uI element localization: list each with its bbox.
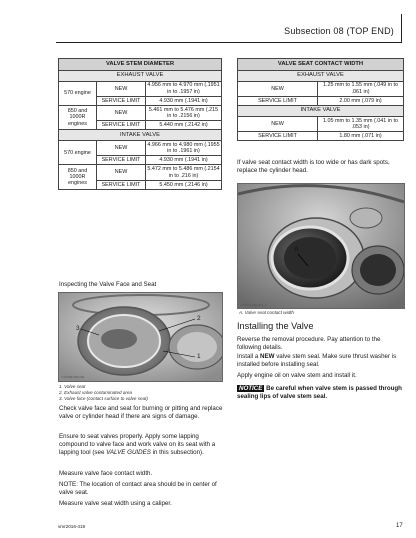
valve-seat-figure (237, 183, 405, 309)
engine-cell: 570 engine (59, 81, 97, 105)
row-label: SERVICE LIMIT (238, 132, 318, 141)
figure-id: rmr2009-009-006 (61, 375, 85, 379)
row-value: 1.25 mm to 1.55 mm (.049 in to .061 in) (318, 81, 404, 96)
table-section-heading: INTAKE VALVE (59, 130, 222, 141)
row-value: 4.930 mm (.1941 in) (146, 156, 222, 165)
header-divider-vertical (401, 14, 402, 43)
row-value: 1.80 mm (.071 in) (318, 132, 404, 141)
measure-face-paragraph: Measure valve face contact width. (59, 470, 153, 477)
callout-a: A (294, 246, 299, 253)
row-label: SERVICE LIMIT (97, 97, 146, 106)
row-value: 4.966 mm to 4.980 mm (.1955 in to .1961 in) (147, 141, 220, 155)
valve-seat-contact-width-table (237, 58, 404, 141)
measure-seat-paragraph: Measure valve seat width using a caliper. (59, 500, 172, 507)
row-label: NEW (238, 116, 318, 131)
figure-caption-3: 3. Valve face (contact surface to valve seat) (59, 396, 148, 401)
row-value: 5.461 mm to 5.476 mm (.215 in to .2156 in) (146, 105, 222, 120)
engine-cell: 570 engine (59, 141, 97, 165)
lapping-paragraph: Ensure to seat valves properly. Apply some lapping compound to valve face and work valve on its seat with a lapping tool (see VALVE GUIDES in this subsection). (59, 433, 216, 457)
row-value: 5.450 mm (.2146 in) (146, 180, 222, 189)
callout-3: 3 (76, 325, 80, 332)
row-label: SERVICE LIMIT (238, 97, 318, 106)
table-title: VALVE STEM DIAMETER (59, 59, 222, 71)
figure-caption-2: 2. Exhaust valve contaminated area (59, 390, 133, 395)
notice-paragraph: NOTICE Be careful when valve stem is passed through sealing lips of valve stem seal. (237, 385, 402, 401)
install-seal-paragraph: Install a NEW valve stem seal. Make sure thrust washer is installed before installing seal. (237, 353, 397, 369)
row-label: SERVICE LIMIT (97, 121, 146, 130)
installing-valve-heading: Installing the Valve (237, 321, 314, 331)
row-label: SERVICE LIMIT (97, 180, 146, 189)
valve-stem-diameter-table (58, 58, 222, 190)
row-label: NEW (97, 165, 146, 180)
table-section-heading: INTAKE VALVE (238, 105, 404, 116)
section-header: Subsection 08 (TOP END) (284, 26, 394, 36)
row-value: 2.00 mm (.079 in) (318, 97, 404, 106)
row-value: 4.956 mm to 4.970 mm (.1951 in to .1957 in) (147, 82, 220, 95)
table-section-heading: EXHAUST VALVE (238, 70, 404, 81)
row-value: 5.440 mm (.2142 in) (146, 121, 222, 130)
row-value: 1.05 mm to 1.35 mm (.041 in to .053 in) (318, 116, 404, 131)
oil-paragraph: Apply engine oil on valve stem and install it. (237, 372, 357, 379)
figure-id: rmr2016-050-002_a (240, 303, 267, 307)
row-label: NEW (97, 81, 146, 96)
page-number: 17 (396, 523, 403, 529)
inspect-heading: Inspecting the Valve Face and Seat (59, 281, 157, 288)
cross-reference: VALVE GUIDES (106, 449, 151, 457)
damage-check-paragraph: Check valve face and seat for burning or pitting and replace valve or cylinder head if there are signs of damage. (59, 405, 223, 421)
engine-cell: 850 and 1000R engines (59, 105, 97, 129)
row-label: NEW (238, 81, 318, 96)
row-value: 5.472 mm to 5.486 mm (.2154 in to .216 in) (147, 166, 220, 179)
table-section-heading: EXHAUST VALVE (59, 70, 222, 81)
valve-face-figure (58, 292, 223, 382)
figure-caption-a: A. Valve seat contact width (239, 310, 294, 315)
install-intro-paragraph: Reverse the removal procedure. Pay attention to the following details. (237, 336, 381, 352)
row-label: SERVICE LIMIT (97, 156, 146, 165)
callout-2: 2 (197, 315, 201, 322)
cylinder-head-illustration (238, 184, 404, 308)
callout-1: 1 (197, 353, 201, 360)
seat-width-paragraph: If valve seat contact width is too wide or has dark spots, replace the cylinder head. (237, 159, 390, 175)
new-emphasis: NEW (260, 353, 275, 360)
note-label: NOTE: (59, 481, 78, 488)
row-label: NEW (97, 105, 146, 120)
footer-doc-id: vmr2016-419 (58, 524, 86, 529)
valve-face-illustration (59, 293, 222, 381)
figure-caption-1: 1. Valve seat (59, 384, 86, 389)
header-divider (56, 42, 402, 43)
note-paragraph: NOTE: The location of contact area should be in center of valve seat. (59, 481, 217, 497)
table-title: VALVE SEAT CONTACT WIDTH (238, 59, 404, 71)
row-label: NEW (97, 141, 146, 156)
notice-badge: NOTICE (239, 385, 263, 392)
row-value: 4.930 mm (.1941 in) (146, 97, 222, 106)
engine-cell: 850 and 1000R engines (59, 165, 97, 189)
